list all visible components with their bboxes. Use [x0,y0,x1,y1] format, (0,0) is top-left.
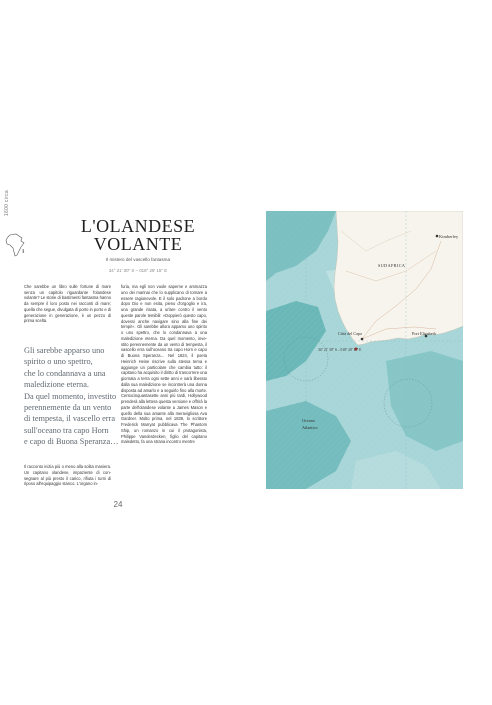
quote-line: Gli sarebbe apparso uno [24,346,105,355]
second-column-text: furia, ma egli non vuole saperne e ammazza uno dei marinai che lo supplicano di tornare a essere ragionevole. E il solo padrone a bordo dopo Dio e non esita, pieno d'orgoglio e ira, una grande risata, a urlare contro il vento queste parole temibili: «Doppierò questo capo, dovessi anche navigare sino alla fine dei tempi!». Gli sarebbe allora apparso uno spirito o uno spettro, che lo condannava a una maledizione eterna. Da quel momento, investito perennemente da un vento di tempesta, il vascello erra sull'oceano tra capo Horn e capo di Buona Speranza… Nel 1824, il poeta Heinrich Heine riscrive sulla stessa tema e aggiunge un particolare che cambia tutto: il capitano ha acquisito il diritto di trascorrere una giornata a terra ogni sette anni e sarà liberato dalla sua maledizione se incontrerà una donna disposta ad amarlo e a seguirlo fino alla morte. Centocinquantasette anni più tardi, Hollywood prenderà alla lettera questa versione e offrirà la parte dell'olandese volante a James Mason e quello della sua amante alla meravigliosa Ava Gardner. Molto prima, nel 1839, lo scrittore Frederick Marryat pubblicava The Phantom Ship, un romanzo in cui il protagonista, Philippe Vanderdecken, figlio del capitano maledetto, fa una strana incontro mentre [121,284,207,445]
chapter-title [58,217,218,253]
label-kimberley: Kimberley [439,234,459,239]
city-marker [436,235,439,238]
label-port-elizabeth: Port Elizabeth [412,331,436,336]
page-number: 24 [113,500,123,509]
quote-line: di tempesta, il vascello erra [24,414,115,424]
title-line-2: VOLANTE [93,234,183,254]
side-date-label: 1600 circa [4,190,10,217]
quote-line: perennemente da un vento [24,403,112,413]
south-africa-land [334,211,463,345]
intro-paragraph: Che sarebbe un libro sulle fortune di mare senza un capitolo riguardante l'olandese volante? Le storie di bastimenti fantasma hanno da sempre il loro posto nei racconti di mare; quella che segue, divulgata di porto in porto e di generazione in generazione, è un pezzo di prima scelta. [24,284,111,324]
label-ocean-line1: Oceano [302,418,315,423]
second-paragraph: Il racconto inizia più o meno alla solita maniera. Un capitano olandese, impaziente di consegnare al più presto il carico, rifiuta i turni di riposo all'equipaggio stanco. L'organo in- [24,464,111,487]
title-line-1: L'OLANDESE [80,216,196,236]
chapter-subtitle: Il mistero del vascello fantasma [105,257,171,262]
quote-line: maledizione eterna. [24,380,89,390]
chapter-coordinates: 34° 21' 30'' S – 018° 28' 15'' E [108,268,168,273]
label-cape-town: Città del Capo [338,331,363,336]
label-position: 34° 21' 30'' S – 018° 28' 15'' E [318,348,362,352]
nautical-map [266,211,463,489]
quote-line: e capo di Buona Speranza… [24,437,119,447]
label-ocean-line2: Atlantico [302,425,318,430]
label-country: SUDAFRICA [378,263,406,268]
pull-quote [24,345,119,448]
city-marker [361,338,364,341]
quote-line: che lo condannava a una [24,368,106,378]
map-figure [266,211,463,489]
africa-outline-icon [4,232,26,258]
quote-line: sull'oceano tra capo Horn [24,425,109,435]
quote-line: Da quel momento, investito [24,391,117,401]
quote-line: spirito o uno spettro, [24,357,93,367]
